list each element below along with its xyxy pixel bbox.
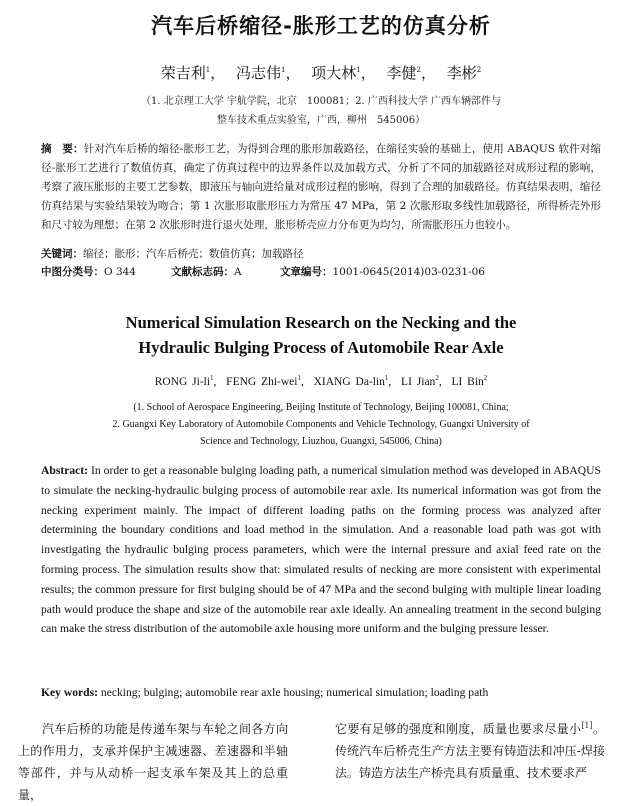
english-title [0,310,642,360]
english-author-list: RONG $Ji-li^1$, FENG Zhi-wei$^1$, XIANG Da-lin$^1$, LI Jian$^2$, LI Bin$^2$ [154,374,488,388]
author-3-en: XIANG Da-lin$^1$ [313,374,389,388]
chinese-abstract [41,140,601,235]
english-affiliation-line-2: 2. Guangxi Key Laboratory of Automobile Components and Vehicle Technology, Guangxi University of [112,419,530,430]
chinese-abstract-text: 针对汽车后桥的缩径-胀形工艺，为得到合理的胀形加载路径，在缩径实验的基础上，使用 ABAQUS 软件对缩径-胀形工艺进行了数值仿真，确定了仿真过程中的边界条件以及加载方式，分析了不同的加载路径对成形过程的影响，考察了液压胀形的主要工艺参数，即液压与轴向进给量对成形过程的影响，得到了合理的加载路径。仿真结果表明，缩径仿真结果与实验结果较为吻合；第 1 次胀形取胀形压力为常压 47 MPa，第 2 次胀形取多线性加载路径，所得桥壳外形和尺寸较为理想；在第 2 次胀形时进行退火处理，胀形桥壳应力分布更为均匀，所需胀形压力也较小。 [41,143,601,231]
author-4-cn: 李健$^2$ [386,64,421,82]
english-keywords [41,683,601,702]
author-5-cn: 李彬$^2$ [446,64,482,82]
clc-number: 中图分类号：O 344 [41,266,136,278]
english-keywords-text: necking; bulging; automobile rear axle housing; numerical simulation; loading path [98,686,489,699]
chinese-keywords-text: 缩径；胀形；汽车后桥壳；数值仿真；加载路径 [83,248,304,260]
chinese-affiliation-line-2: 整车技术重点实验室，广西，柳州 545006） [216,115,426,126]
chinese-affiliations [0,92,642,130]
citation-ref: [1] [581,721,593,730]
english-affiliation-line-3: Science and Technology, Liuzhou, Guangxi, 545006, China) [200,436,442,447]
chinese-abstract-label: 摘 要： [41,143,84,155]
author-3-cn: 项大林$^1$ [311,64,361,82]
author-5-en: LI Bin$^2$ [451,374,488,388]
chinese-keywords-label: 关键词： [41,248,83,260]
english-abstract [41,461,601,639]
body-text-right-column: 它要有足够的强度和刚度，质量也要求尽量小[1]。传统汽车后桥壳生产方法主要有铸造法和冲压-焊接法。铸造方法生产桥壳具有质量重、技术要求严 [335,721,605,780]
body-text-left-column: 汽车后桥的功能是传递车架与车轮之间各方向上的作用力，支承并保护主减速器、差速器和半轴等部件，并与从动桥一起支承车架及其上的总重量， [18,722,288,802]
document-code: 文献标志码：A [171,266,242,278]
author-4-en: LI Jian$^2$ [401,374,439,388]
english-abstract-text: In order to get a reasonable bulging loading path, a numerical simulation method was developed in ABAQUS to simulate the necking-hydraulic bulging process of automobile rear axle. Its numerical information was got from the necking experiment mainly. The impact of different loading paths on the forming process was analyzed after determining the boundary conditions and load method in the simulation. And a reasonable load path was got with investigating the hydraulic bulging process parameters, which were the internal pressure and axial feed rate on the forming process. The simulation results show that: simulated results of necking are more consistent with experimental results; the common pressure for first bulging should be of 47 MPa and the second bulging with multiple linear loading path would produce the shape and size of the automobile rear axle ideally. An annealing treatment in the second bulging can make the stress distribution of the automobile axle housing more uniform and the bulging pressure lesser. [41,464,601,636]
classification-line [41,263,601,281]
author-1-en: RONG $Ji-li^1$ [154,374,214,388]
english-affiliation-line-1: (1. School of Aerospace Engineering, Beijing Institute of Technology, Beijing 100081, China; [133,402,509,413]
author-1-cn: 荣吉利$^1$ [160,64,211,82]
english-affiliations [60,399,582,450]
author-2-cn: 冯志伟$^1$ [235,64,286,82]
english-title-line-1: Numerical Simulation Research on the Necking and the [125,313,517,332]
chinese-title: 汽车后桥缩径-胀形工艺的仿真分析 [151,14,491,38]
english-abstract-label: Abstract: [41,464,89,477]
english-keywords-label: Key words: [41,686,98,699]
chinese-author-list: 荣吉利$^1$， 冯志伟$^1$， 项大林$^1$， 李健$^2$， 李彬$^2$ [160,64,482,82]
chinese-affiliation-line-1: （1. 北京理工大学 宇航学院，北京 100081；2. 广西科技大学 广西车辆部件与 [141,96,501,107]
chinese-keywords [41,245,601,263]
author-2-en: FENG Zhi-wei$^1$ [226,374,301,388]
english-title-line-2: Hydraulic Bulging Process of Automobile Rear Axle [138,338,504,357]
article-number: 文章编号：1001-0645(2014)03-0231-06 [280,266,485,278]
